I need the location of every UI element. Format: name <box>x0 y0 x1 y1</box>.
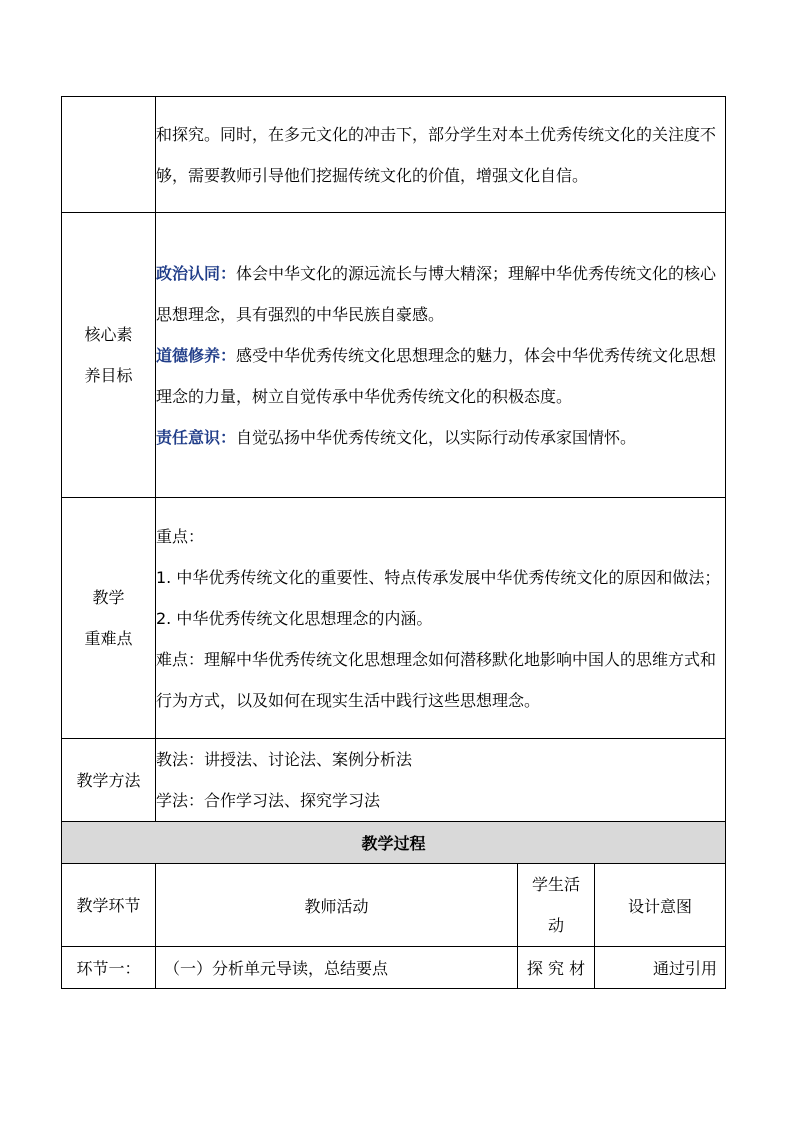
methods-content <box>156 739 726 822</box>
key-points-line-1: 重点： <box>156 526 205 546</box>
lesson-plan-table <box>61 96 726 989</box>
methods-learning: 学法：合作学习法、探究学习法 <box>156 791 381 810</box>
background-label-cell <box>62 97 156 213</box>
goal-responsibility <box>156 417 725 458</box>
goal-political <box>156 253 725 335</box>
row-process-header <box>62 864 726 947</box>
row-process-1 <box>62 947 726 989</box>
core-goals-label-line2: 养目标 <box>84 366 133 385</box>
methods-label: 教学方法 <box>62 739 156 822</box>
goal-moral <box>156 335 725 417</box>
background-text: 和探究。同时，在多元文化的冲击下，部分学生对本土优秀传统文化的关注度不够，需要教师引导他们挖掘传统文化的价值，增强文化自信。 <box>156 124 717 185</box>
methods-teaching: 教法：讲授法、讨论法、案例分析法 <box>156 750 413 769</box>
core-goals-label <box>62 213 156 498</box>
row-methods <box>62 739 726 822</box>
design-intent-1: 通过引用 <box>595 947 726 989</box>
goal-political-text: 体会中华文化的源远流长与博大精深；理解中华优秀传统文化的核心思想理念，具有强烈的中华民族自豪感。 <box>156 263 717 324</box>
key-points-line-3: 2. 中华优秀传统文化思想理念的内涵。 <box>156 608 433 628</box>
goal-moral-title: 道德修养： <box>156 345 237 365</box>
header-student-line2: 动 <box>547 916 564 935</box>
key-points-label <box>62 498 156 739</box>
header-teacher: 教师活动 <box>156 864 518 947</box>
key-points-content <box>156 498 726 739</box>
key-points-label-line1: 教学 <box>92 588 125 607</box>
stage-1: 环节一： <box>62 947 156 989</box>
key-points-label-line2: 重难点 <box>84 629 133 648</box>
header-stage: 教学环节 <box>62 864 156 947</box>
core-goals-label-line1: 核心素 <box>84 325 133 344</box>
header-student <box>518 864 595 947</box>
goal-moral-text: 感受中华优秀传统文化思想理念的魅力，体会中华优秀传统文化思想理念的力量，树立自觉传承中华优秀传统文化的积极态度。 <box>156 345 717 406</box>
goal-responsibility-text: 自觉弘扬中华优秀传统文化，以实际行动传承家国情怀。 <box>236 427 637 447</box>
key-points-line-2: 1. 中华优秀传统文化的重要性、特点传承发展中华优秀传统文化的原因和做法； <box>156 567 721 587</box>
row-section-title <box>62 822 726 864</box>
student-activity-1: 探 究 材 <box>518 947 595 989</box>
background-text-cell <box>156 97 726 213</box>
row-core-goals <box>62 213 726 498</box>
row-background <box>62 97 726 213</box>
header-intent: 设计意图 <box>595 864 726 947</box>
row-key-points <box>62 498 726 739</box>
section-title: 教学过程 <box>62 822 726 864</box>
key-points-line-4: 难点：理解中华优秀传统文化思想理念如何潜移默化地影响中国人的思维方式和行为方式，以及如何在现实生活中践行这些思想理念。 <box>156 649 717 710</box>
header-student-line1: 学生活 <box>531 875 580 894</box>
core-goals-content <box>156 213 726 498</box>
goal-responsibility-title: 责任意识： <box>156 427 237 447</box>
goal-political-title: 政治认同： <box>156 263 237 283</box>
teacher-activity-1: （一）分析单元导读，总结要点 <box>156 947 518 989</box>
